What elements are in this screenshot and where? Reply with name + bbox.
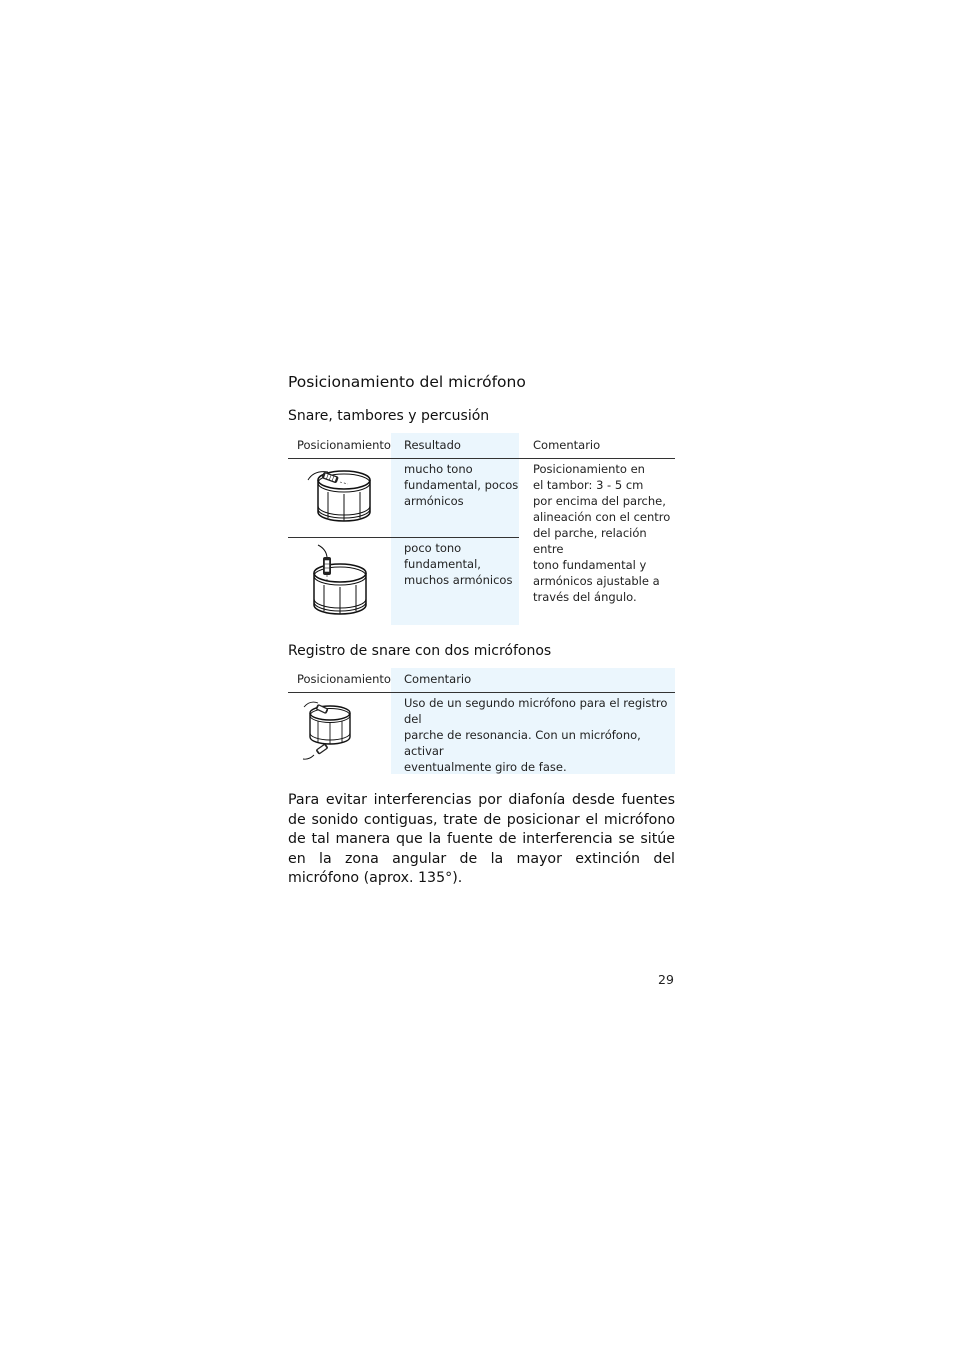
body-paragraph: Para evitar interferencias por diafonía desde fuentes de sonido contiguas, trate de posicionar el micrófono de tal manera que la fuente de interferencia se sitúe en la zona angular de la mayor extinción del micrófono (aprox. 135°). — [288, 792, 675, 887]
section-heading-snare: Snare, tambores y percusión — [288, 408, 490, 424]
header-resultado: Resultado — [404, 438, 461, 452]
header-comentario-2: Comentario — [404, 672, 472, 686]
section-heading-two-mics: Registro de snare con dos micrófonos — [288, 643, 552, 659]
table1-header-rule — [288, 458, 675, 459]
snare-mic-vertical-icon — [300, 543, 378, 617]
two-mics-comment: Uso de un segundo micrófono para el registro del parche de resonancia. Con un micrófono, activar eventualmente giro de fase. — [404, 696, 668, 774]
result-row-2: poco tono fundamental, muchos armónicos — [404, 541, 513, 587]
snare-two-mics-icon — [300, 697, 360, 763]
header-posicionamiento-2: Posicionamiento — [297, 672, 391, 686]
comment-cell: Posicionamiento en el tambor: 3 - 5 cm por encima del parche, alineación con el centro del parche, relación entre tono fundamental y armónicos ajustable a través del ángulo. — [533, 462, 671, 604]
page-number: 29 — [658, 972, 674, 987]
page-title: Posicionamiento del micrófono — [288, 373, 526, 391]
table2-header-rule — [288, 692, 675, 693]
table1-row-divider — [288, 537, 519, 538]
header-comentario: Comentario — [533, 438, 601, 452]
result-row-1: mucho tono fundamental, pocos armónicos — [404, 462, 519, 508]
snare-mic-angled-icon — [300, 462, 378, 526]
header-posicionamiento: Posicionamiento — [297, 438, 391, 452]
